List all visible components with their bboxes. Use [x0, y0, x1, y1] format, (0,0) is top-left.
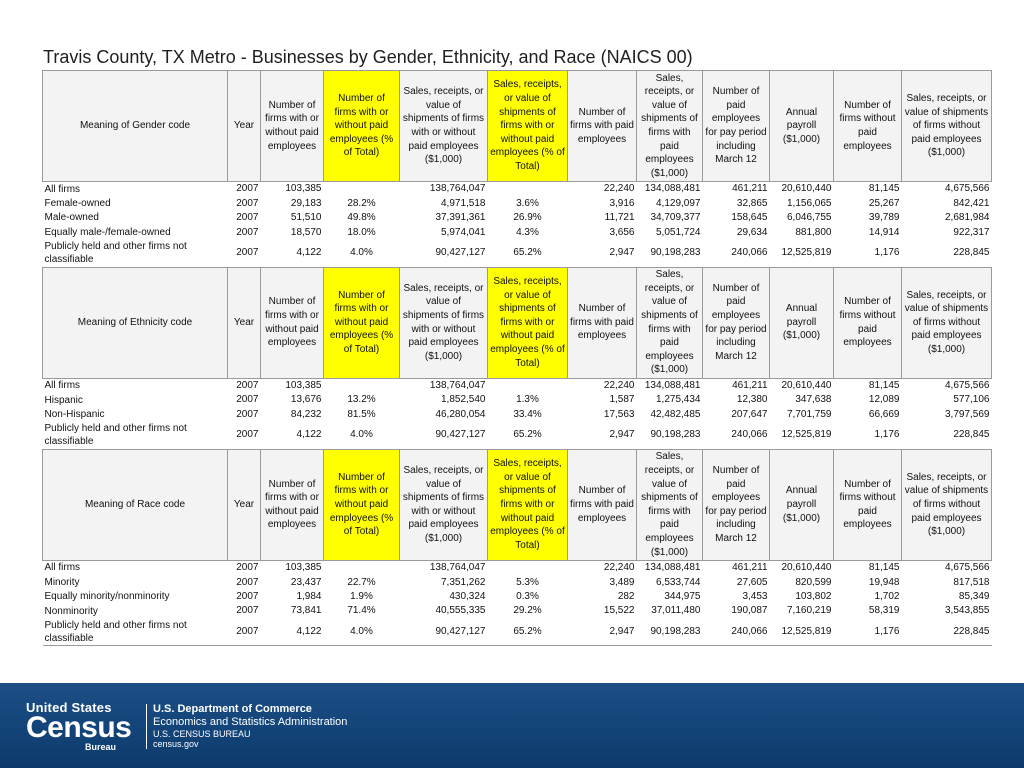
table-cell: 228,845: [902, 422, 992, 450]
table-cell: 84,232: [290, 408, 322, 420]
column-header: Sales, receipts, or value of shipments of firms with or without paid employees (% of Total): [488, 267, 568, 378]
row-label: Minority: [44, 576, 80, 588]
table-cell: 20,610,440: [781, 183, 832, 195]
table-cell: 240,066: [703, 422, 770, 450]
column-header: Number of firms with or without paid employees: [261, 449, 324, 560]
table-cell: 138,764,047: [429, 183, 486, 195]
logo-top-text: United States: [26, 700, 112, 715]
table-cell: 1,984: [296, 590, 322, 602]
census-logo: [26, 700, 136, 750]
table-cell: 190,087: [731, 605, 768, 617]
table-cell: 26.9%: [513, 212, 542, 224]
table-cell: 461,211: [732, 379, 768, 391]
table-cell: 90,427,127: [400, 240, 488, 268]
table-cell: 5,974,041: [441, 226, 486, 238]
table-cell: 134,088,481: [644, 379, 701, 391]
table-row: [43, 378, 992, 393]
table-cell: 14,914: [868, 226, 900, 238]
footer-line-3: U.S. CENSUS BUREAU: [153, 729, 251, 739]
table-row: [43, 590, 992, 604]
column-header: Sales, receipts, or value of shipments of firms with paid employees ($1,000): [637, 449, 703, 560]
businesses-table: [42, 70, 992, 646]
table-cell: 1,156,065: [787, 197, 832, 209]
table-cell: 842,421: [953, 197, 990, 209]
table-cell: 1,176: [834, 618, 902, 646]
column-header: Number of paid employees for pay period including March 12: [703, 267, 770, 378]
table-cell: 71.4%: [347, 605, 376, 617]
column-header: Number of firms with or without paid employees (% of Total): [324, 449, 400, 560]
table-cell: 12,380: [736, 394, 768, 406]
row-label: Publicly held and other firms not classifiable: [43, 240, 228, 268]
table-cell: 3,656: [609, 226, 635, 238]
logo-bureau-text: Bureau: [85, 742, 117, 752]
table-cell: 81,145: [868, 562, 900, 574]
table-cell: 81,145: [868, 379, 900, 391]
section-label: Meaning of Race code: [43, 449, 228, 560]
column-header: Sales, receipts, or value of shipments of firms with or without paid employees (% of Total): [488, 449, 568, 560]
row-label: Publicly held and other firms not classifiable: [43, 618, 228, 646]
column-header: Annual payroll ($1,000): [770, 71, 834, 182]
table-cell: 2,947: [568, 422, 637, 450]
table-cell: 12,089: [868, 394, 900, 406]
table-cell: 25,267: [868, 197, 900, 209]
column-header: Annual payroll ($1,000): [770, 449, 834, 560]
table-cell: 3.6%: [516, 197, 539, 209]
table-row: [43, 575, 992, 589]
table-cell: 2,947: [568, 240, 637, 268]
row-year: 2007: [236, 197, 259, 209]
table-cell: 90,427,127: [400, 618, 488, 646]
table-cell: 85,349: [958, 590, 990, 602]
table-cell: 58,319: [868, 605, 900, 617]
row-label: Publicly held and other firms not classifiable: [43, 422, 228, 450]
table-cell: 34,709,377: [650, 212, 701, 224]
column-header: Number of paid employees for pay period including March 12: [703, 449, 770, 560]
column-header: Annual payroll ($1,000): [770, 267, 834, 378]
row-label: Male-owned: [44, 212, 99, 224]
table-cell: 1,587: [609, 394, 635, 406]
year-header: Year: [228, 267, 261, 378]
table-cell: 1,275,434: [656, 394, 701, 406]
table-cell: 1,176: [834, 240, 902, 268]
table-cell: 22,240: [603, 183, 635, 195]
table-cell: 37,391,361: [435, 212, 486, 224]
column-header: Number of firms without paid employees: [834, 267, 902, 378]
table-cell: 2,681,984: [945, 212, 990, 224]
table-cell: 3,797,569: [945, 408, 990, 420]
table-cell: 12,525,819: [770, 240, 834, 268]
table-cell: 4,675,566: [945, 562, 990, 574]
table-cell: 461,211: [732, 562, 768, 574]
column-header: Number of firms without paid employees: [834, 71, 902, 182]
footer-line-2: Economics and Statistics Administration: [153, 716, 348, 728]
column-header: Sales, receipts, or value of shipments of firms with paid employees ($1,000): [637, 267, 703, 378]
table-cell: 2,947: [568, 618, 637, 646]
row-year: 2007: [228, 618, 261, 646]
table-cell: [324, 378, 400, 393]
table-cell: 5,051,724: [656, 226, 701, 238]
table-cell: 1,702: [874, 590, 900, 602]
table-cell: 3,543,855: [945, 605, 990, 617]
header-row: [43, 71, 992, 182]
row-label: All firms: [44, 562, 81, 574]
table-cell: 18.0%: [347, 226, 376, 238]
table-cell: 6,046,755: [787, 212, 832, 224]
row-year: 2007: [228, 422, 261, 450]
table-cell: 0.3%: [516, 590, 539, 602]
table-row: [43, 225, 992, 239]
row-year: 2007: [236, 183, 259, 195]
table-cell: 4,675,566: [945, 183, 990, 195]
column-header: Sales, receipts, or value of shipments of firms with or without paid employees ($1,000): [400, 267, 488, 378]
column-header: Sales, receipts, or value of shipments of firms with or without paid employees ($1,000): [400, 449, 488, 560]
table-cell: 32,865: [736, 197, 768, 209]
table-cell: 5.3%: [516, 576, 539, 588]
row-year: 2007: [236, 379, 259, 391]
table-row: [43, 560, 992, 575]
row-label: Equally minority/nonminority: [44, 591, 170, 603]
table-cell: 3,453: [742, 590, 768, 602]
table-cell: 922,317: [953, 226, 990, 238]
table-cell: 4,971,518: [441, 197, 486, 209]
table-cell: 461,211: [732, 183, 768, 195]
table-cell: [324, 182, 400, 197]
table-cell: 577,106: [953, 394, 990, 406]
column-header: Number of firms without paid employees: [834, 449, 902, 560]
table-cell: 29.2%: [513, 605, 542, 617]
table-cell: 103,385: [285, 562, 322, 574]
footer-line-1: U.S. Department of Commerce: [153, 703, 312, 715]
table-cell: 49.8%: [347, 212, 376, 224]
table-cell: 22,240: [603, 379, 635, 391]
table-cell: 347,638: [795, 394, 832, 406]
table-cell: 33.4%: [513, 408, 542, 420]
footer-text: [153, 703, 347, 749]
table-cell: 1,176: [834, 422, 902, 450]
row-label: All firms: [44, 380, 81, 392]
table-cell: 18,570: [290, 226, 322, 238]
table-cell: 134,088,481: [644, 183, 701, 195]
table-cell: 27,605: [736, 576, 768, 588]
table-cell: 4,122: [261, 618, 324, 646]
table-cell: 134,088,481: [644, 562, 701, 574]
table-cell: 4,129,097: [656, 197, 701, 209]
header-row: [43, 267, 992, 378]
table-cell: 90,198,283: [637, 618, 703, 646]
table-cell: 19,948: [868, 576, 900, 588]
table-cell: 228,845: [902, 618, 992, 646]
table-cell: 344,975: [664, 590, 701, 602]
column-header: Sales, receipts, or value of shipments of firms without paid employees ($1,000): [902, 71, 992, 182]
table-cell: 4,675,566: [945, 379, 990, 391]
row-year: 2007: [228, 240, 261, 268]
table-cell: 820,599: [795, 576, 832, 588]
table-row: [43, 604, 992, 618]
footer-line-4: census.gov: [153, 739, 199, 749]
table-cell: 13.2%: [347, 394, 376, 406]
table-cell: 42,482,485: [650, 408, 701, 420]
column-header: Sales, receipts, or value of shipments of firms without paid employees ($1,000): [902, 449, 992, 560]
table-cell: 138,764,047: [429, 379, 486, 391]
table-cell: 103,385: [285, 183, 322, 195]
table-cell: 3,489: [609, 576, 635, 588]
column-header: Number of firms with or without paid employees (% of Total): [324, 267, 400, 378]
header-row: [43, 449, 992, 560]
column-header: Number of firms with paid employees: [568, 449, 637, 560]
column-header: Number of paid employees for pay period including March 12: [703, 71, 770, 182]
table-cell: 4.0%: [324, 240, 400, 268]
table-cell: 65.2%: [488, 240, 568, 268]
table-cell: 22,240: [603, 562, 635, 574]
row-label: Hispanic: [44, 394, 83, 406]
table-cell: 73,841: [290, 605, 322, 617]
section-label: Meaning of Gender code: [43, 71, 228, 182]
table-cell: 90,427,127: [400, 422, 488, 450]
table-cell: 240,066: [703, 240, 770, 268]
table-cell: 65.2%: [488, 422, 568, 450]
table-cell: 90,198,283: [637, 240, 703, 268]
table-cell: 51,510: [290, 212, 322, 224]
row-year: 2007: [236, 590, 259, 602]
table-cell: 65.2%: [488, 618, 568, 646]
page-title: Travis County, TX Metro - Businesses by Gender, Ethnicity, and Race (NAICS 00): [43, 47, 693, 67]
table-cell: [488, 560, 568, 575]
table-cell: 881,800: [795, 226, 832, 238]
table-cell: 66,669: [868, 408, 900, 420]
table-cell: 37,011,480: [651, 605, 701, 617]
table-cell: 282: [617, 590, 635, 602]
table-row: [43, 240, 992, 268]
row-label: All firms: [44, 183, 81, 195]
table-cell: 20,610,440: [781, 379, 832, 391]
table-cell: 240,066: [703, 618, 770, 646]
table-cell: 20,610,440: [781, 562, 832, 574]
table-cell: 29,634: [736, 226, 768, 238]
table-cell: 12,525,819: [770, 618, 834, 646]
table-cell: 207,647: [731, 408, 768, 420]
table-cell: 1.9%: [350, 590, 373, 602]
table-cell: 138,764,047: [429, 562, 486, 574]
column-header: Number of firms with or without paid employees (% of Total): [324, 71, 400, 182]
table-cell: 15,522: [603, 605, 635, 617]
table-cell: 40,555,335: [435, 605, 486, 617]
table-row: [43, 196, 992, 210]
table-cell: 17,563: [603, 408, 635, 420]
row-year: 2007: [236, 394, 259, 406]
table-cell: 81,145: [868, 183, 900, 195]
row-year: 2007: [236, 226, 259, 238]
table-cell: [488, 378, 568, 393]
table-cell: 6,533,744: [656, 576, 701, 588]
table-cell: 1,852,540: [441, 394, 486, 406]
table-cell: 103,802: [795, 590, 832, 602]
table-cell: [324, 560, 400, 575]
year-header: Year: [228, 449, 261, 560]
table-cell: 22.7%: [347, 576, 376, 588]
row-label: Female-owned: [44, 198, 111, 210]
table-body: [43, 71, 992, 646]
table-row: [43, 422, 992, 450]
table-cell: 158,645: [731, 212, 768, 224]
table-cell: 430,324: [449, 590, 486, 602]
row-year: 2007: [236, 576, 259, 588]
table-cell: 7,160,219: [787, 605, 832, 617]
table-cell: 81.5%: [347, 408, 376, 420]
table-row: [43, 393, 992, 407]
column-header: Number of firms with paid employees: [568, 267, 637, 378]
row-year: 2007: [236, 212, 259, 224]
table-cell: 39,789: [868, 212, 900, 224]
table-cell: 7,701,759: [787, 408, 832, 420]
table-cell: 13,676: [290, 394, 322, 406]
column-header: Sales, receipts, or value of shipments of firms with or without paid employees ($1,000): [400, 71, 488, 182]
column-header: Number of firms with or without paid employees: [261, 267, 324, 378]
table-cell: 228,845: [902, 240, 992, 268]
row-year: 2007: [236, 605, 259, 617]
table-cell: 4.0%: [324, 422, 400, 450]
row-label: Nonminority: [44, 605, 98, 617]
table-cell: 817,518: [953, 576, 990, 588]
table-cell: 23,437: [290, 576, 322, 588]
logo-main-text: Census: [26, 711, 132, 744]
table-row: [43, 182, 992, 197]
column-header: Number of firms with or without paid employees: [261, 71, 324, 182]
table-cell: 103,385: [285, 379, 322, 391]
column-header: Number of firms with paid employees: [568, 71, 637, 182]
table-row: [43, 211, 992, 225]
table-cell: 29,183: [290, 197, 322, 209]
table-cell: 11,721: [604, 212, 635, 224]
table-cell: 28.2%: [347, 197, 376, 209]
column-header: Sales, receipts, or value of shipments of firms with paid employees ($1,000): [637, 71, 703, 182]
table-row: [43, 618, 992, 646]
row-label: Equally male-/female-owned: [44, 226, 171, 238]
column-header: Sales, receipts, or value of shipments of firms without paid employees ($1,000): [902, 267, 992, 378]
table-cell: [488, 182, 568, 197]
table-cell: 4.3%: [516, 226, 539, 238]
table-cell: 1.3%: [516, 394, 539, 406]
row-label: Non-Hispanic: [44, 409, 105, 421]
table-cell: 46,280,054: [435, 408, 486, 420]
table-row: [43, 407, 992, 421]
year-header: Year: [228, 71, 261, 182]
section-label: Meaning of Ethnicity code: [43, 267, 228, 378]
table-cell: 4,122: [261, 240, 324, 268]
table-cell: 7,351,262: [441, 576, 486, 588]
column-header: Sales, receipts, or value of shipments of firms with or without paid employees (% of Total): [488, 71, 568, 182]
footer-divider: [146, 704, 147, 749]
table-cell: 3,916: [609, 197, 635, 209]
table-cell: 12,525,819: [770, 422, 834, 450]
row-year: 2007: [236, 408, 259, 420]
table-cell: 90,198,283: [637, 422, 703, 450]
table-cell: 4.0%: [324, 618, 400, 646]
row-year: 2007: [236, 562, 259, 574]
table-cell: 4,122: [261, 422, 324, 450]
